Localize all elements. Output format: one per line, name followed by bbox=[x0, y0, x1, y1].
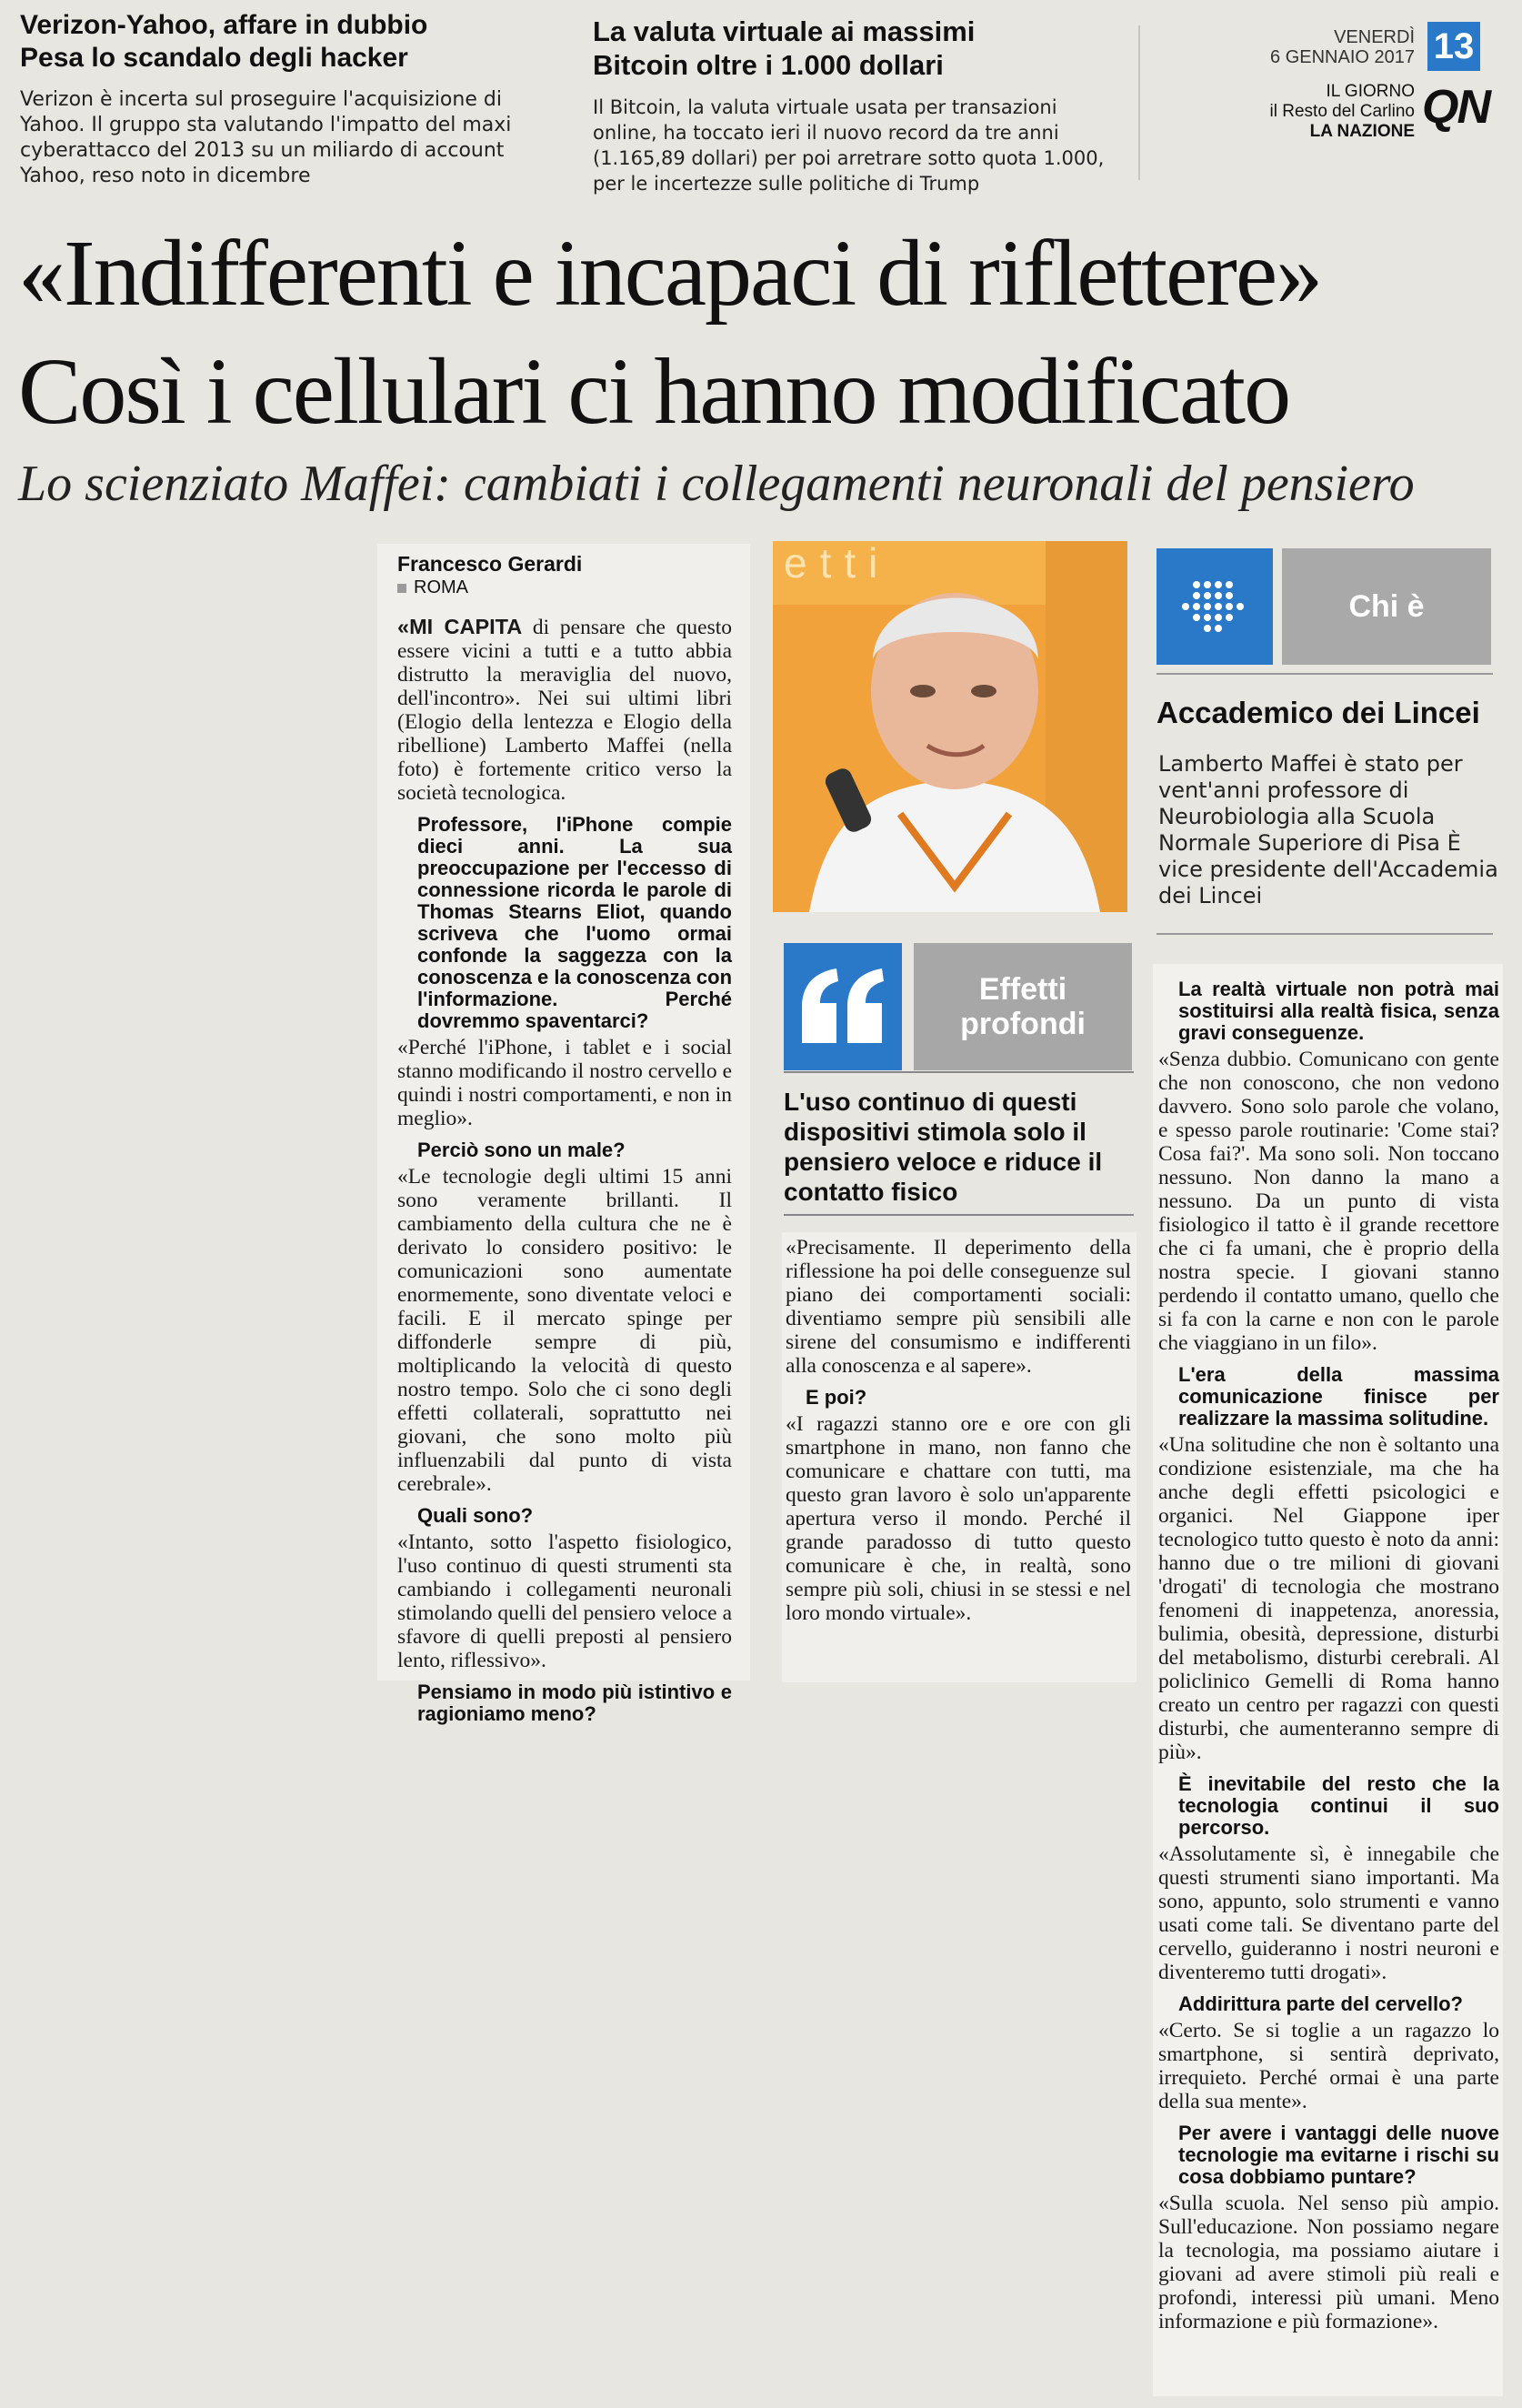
headline-line-2: Così i cellulari ci hanno modificato bbox=[18, 339, 1290, 444]
answer-6: «Senza dubbio. Comunicano con gente che non conoscono, che non vedono davvero. Sono solo parole che volano, e spesso parole routinarie: 'Come stai? Cosa fai?'. Ma sono soli. Non toccano nessuno. Non danno la mano a nessuno. Da un punto di vista fisiologico il tatto è il grande recettore che ci fa umani, che è proprio della nostra specie. I giovani stanno perdendo il contatto umano, quello che si fa con la carne e non con le parole che viaggiano in un filo». bbox=[1158, 1048, 1499, 1355]
answer-1: «Perché l'iPhone, i tablet e i social stanno modificando il nostro cervello e quindi i nostri comportamenti, e non in meglio». bbox=[397, 1036, 732, 1130]
paper-il-giorno: IL GIORNO bbox=[1326, 82, 1415, 101]
page-number: 13 bbox=[1427, 22, 1480, 71]
issue-full-date: 6 GENNAIO 2017 bbox=[1270, 47, 1415, 67]
article-column-2 bbox=[782, 1232, 1136, 1682]
issue-weekday: VENERDÌ bbox=[1334, 27, 1415, 47]
maffei-photo-illustration bbox=[773, 541, 1127, 912]
brief-verizon-body: Verizon è incerta sul proseguire l'acquisizione di Yahoo. Il gruppo sta valutando l'impatto del maxi cyberattacco del 2013 su un miliardo di account Yahoo, reso noto in dicembre bbox=[20, 88, 512, 187]
answer-10: «Sulla scuola. Nel senso più ampio. Sull'educazione. Non possiamo negare la tecnologia, ma possiamo aiutare i giovani ad avere stimoli più reali e profondi, interessi più umani. Meno informazione e più formazione». bbox=[1158, 2192, 1499, 2333]
paragraph-intro bbox=[397, 615, 732, 805]
question-1: Professore, l'iPhone compie dieci anni. La sua preoccupazione per l'eccesso di connessione ricorda le parole di Thomas Stearns Eliot, quando scriveva che l'uomo ormai confonde la saggezza con la conoscenza e la conoscenza con l'informazione. Perché dovremmo spaventarci? bbox=[417, 813, 733, 1032]
profile-box-label: Chi è bbox=[1282, 548, 1491, 665]
portrait-photo bbox=[773, 541, 1127, 912]
question-9: Addirittura parte del cervello? bbox=[1178, 1992, 1463, 2015]
answer-5: «I ragazzi stanno ore e ore con gli smartphone in mano, non fanno che comunicare e chattare con tutti, ma questo gran lavoro è solo un'apparente apertura verso il mondo. Perché il grande paradosso di tutto questo comunicare è che, in realtà, sono sempre più soli, chiusi in se stessi e nel loro mondo virtuale». bbox=[786, 1412, 1131, 1625]
quote-box-title: Effetti profondi bbox=[914, 943, 1132, 1070]
question-2: Perciò sono un male? bbox=[417, 1139, 626, 1161]
question-4: Pensiamo in modo più istintivo e ragioniamo meno? bbox=[417, 1681, 732, 1725]
profile-box-rule bbox=[1157, 673, 1493, 675]
answer-3: «Intanto, sotto l'aspetto fisiologico, l'uso continuo di questi strumenti sta cambiando i collegamenti neuronali stimolando quelli del pensiero veloce a sfavore di quelli preposti al pensiero lento, riflessivo». bbox=[397, 1530, 732, 1672]
brief-bitcoin bbox=[593, 15, 1120, 196]
subheadline: Lo scienziato Maffei: cambiati i collegamenti neuronali del pensiero bbox=[18, 456, 1415, 512]
headline-line-1: «Indifferenti e incapaci di riflettere» bbox=[18, 221, 1322, 326]
brief-verizon-headline: Verizon-Yahoo, affare in dubbio Pesa lo scandalo degli hacker bbox=[20, 10, 428, 73]
question-7: L'era della massima comunicazione finisce per realizzare la massima solitudine. bbox=[1178, 1363, 1499, 1430]
quote-box-rule-bottom bbox=[784, 1214, 1134, 1216]
paper-la-nazione: LA NAZIONE bbox=[1309, 122, 1415, 141]
article-column-1 bbox=[377, 544, 750, 1725]
lead-in: «MI CAPITA bbox=[397, 615, 523, 638]
issue-date bbox=[1270, 27, 1415, 67]
intro-text: di pensare che questo essere vicini a tutti e a tutto abbia distrutto la meraviglia del nuovo, dell'incontro». Nei sui ultimi libri (Elogio della lentezza e Elogio della ribellione) Lamberto Maffei (nella foto) è fortemente critico verso la società tecnologica. bbox=[397, 616, 732, 805]
profile-heading: Accademico dei Lincei bbox=[1157, 696, 1480, 729]
newspaper-names bbox=[1270, 82, 1415, 142]
pull-quote: L'uso continuo di questi dispositivi stimola solo il pensiero veloce e riduce il contatto fisico bbox=[784, 1088, 1103, 1206]
question-8: È inevitabile del resto che la tecnologia continui il suo percorso. bbox=[1178, 1772, 1499, 1839]
article-column-3 bbox=[1153, 964, 1503, 2396]
paper-resto-del-carlino: il Resto del Carlino bbox=[1269, 102, 1415, 121]
answer-4: «Precisamente. Il deperimento della riflessione ha poi delle conseguenze sul piano dei comportamenti sociali: diventiamo sempre più sensibili alle sirene del consumismo e indifferenti alla conoscenza e al sapere». bbox=[786, 1236, 1131, 1378]
profile-box-rule-bottom bbox=[1157, 933, 1493, 935]
brief-bitcoin-headline: La valuta virtuale ai massimi Bitcoin oltre i 1.000 dollari bbox=[593, 15, 976, 81]
brief-bitcoin-body: Il Bitcoin, la valuta virtuale usata per transazioni online, ha toccato ieri il nuovo record da tre anni (1.165,89 dollari) per poi arretrare sotto quota 1.000, per le incertezze sulle politiche di Trump bbox=[593, 96, 1105, 195]
top-divider bbox=[1138, 25, 1140, 180]
masthead bbox=[1153, 18, 1517, 182]
answer-8: «Assolutamente sì, è innegabile che questi strumenti siano importanti. Ma sono, appunto, solo strumenti e vanno usati come tali. Se diventano parte del cervello, guideranno i nostri neuroni e diventeremo tutti drogati». bbox=[1158, 1842, 1499, 1984]
quote-mark-icon bbox=[784, 943, 902, 1070]
answer-2: «Le tecnologie degli ultimi 15 anni sono veramente brillanti. Il cambiamento della cultura che ne è derivato lo considero positivo: le comunicazioni sono aumentate enormemente, sono diventate veloci e facili. E il mercato spinge per diffonderle sempre di più, moltiplicando la velocità di questo nostro tempo. Solo che ci sono degli effetti collaterali, soprattutto nei giovani, che sono molto più influenzabili dal punto di vista cerebrale». bbox=[397, 1165, 732, 1496]
question-3: Quali sono? bbox=[417, 1504, 534, 1527]
qn-logo: QN bbox=[1422, 81, 1489, 134]
question-10: Per avere i vantaggi delle nuove tecnologie ma evitarne i rischi su cosa dobbiamo puntare? bbox=[1178, 2122, 1499, 2188]
question-6: La realtà virtuale non potrà mai sostituirsi alla realtà fisica, senza gravi conseguenze. bbox=[1178, 978, 1499, 1044]
question-5: E poi? bbox=[806, 1386, 867, 1409]
quote-box-rule bbox=[784, 1071, 1134, 1073]
answer-7: «Una solitudine che non è soltanto una condizione esistenziale, ma che ha anche degli effetti psicologici e organici. Nel Giappone iper tecnologico tutto questo è noto da anni: hanno due o tre milioni di giovani 'drogati' di tecnologia che mostrano fenomeni di inappetenza, anoressia, bulimia, obesità, depressione, disturbi del metabolismo, disturbi cerebrali. Al policlinico Gemelli di Roma hanno creato un centro per ragazzi con questi disturbi, che aumenteranno sempre di più». bbox=[1158, 1433, 1499, 1764]
byline-place: ROMA bbox=[397, 577, 732, 598]
profile-dots-icon bbox=[1157, 548, 1273, 665]
profile-body: Lamberto Maffei è stato per vent'anni professore di Neurobiologia alla Scuola Normale Superiore di Pisa È vice presidente dell'Accademia dei Lincei bbox=[1158, 751, 1498, 908]
svg-text:etti: etti bbox=[784, 541, 891, 587]
brief-verizon-yahoo bbox=[20, 9, 566, 189]
byline-author: Francesco Gerardi bbox=[397, 552, 583, 576]
answer-9: «Certo. Se si toglie a un ragazzo lo smartphone, si sentirà deprivato, irrequieto. Perché ormai è una parte della sua mente». bbox=[1158, 2019, 1499, 2113]
